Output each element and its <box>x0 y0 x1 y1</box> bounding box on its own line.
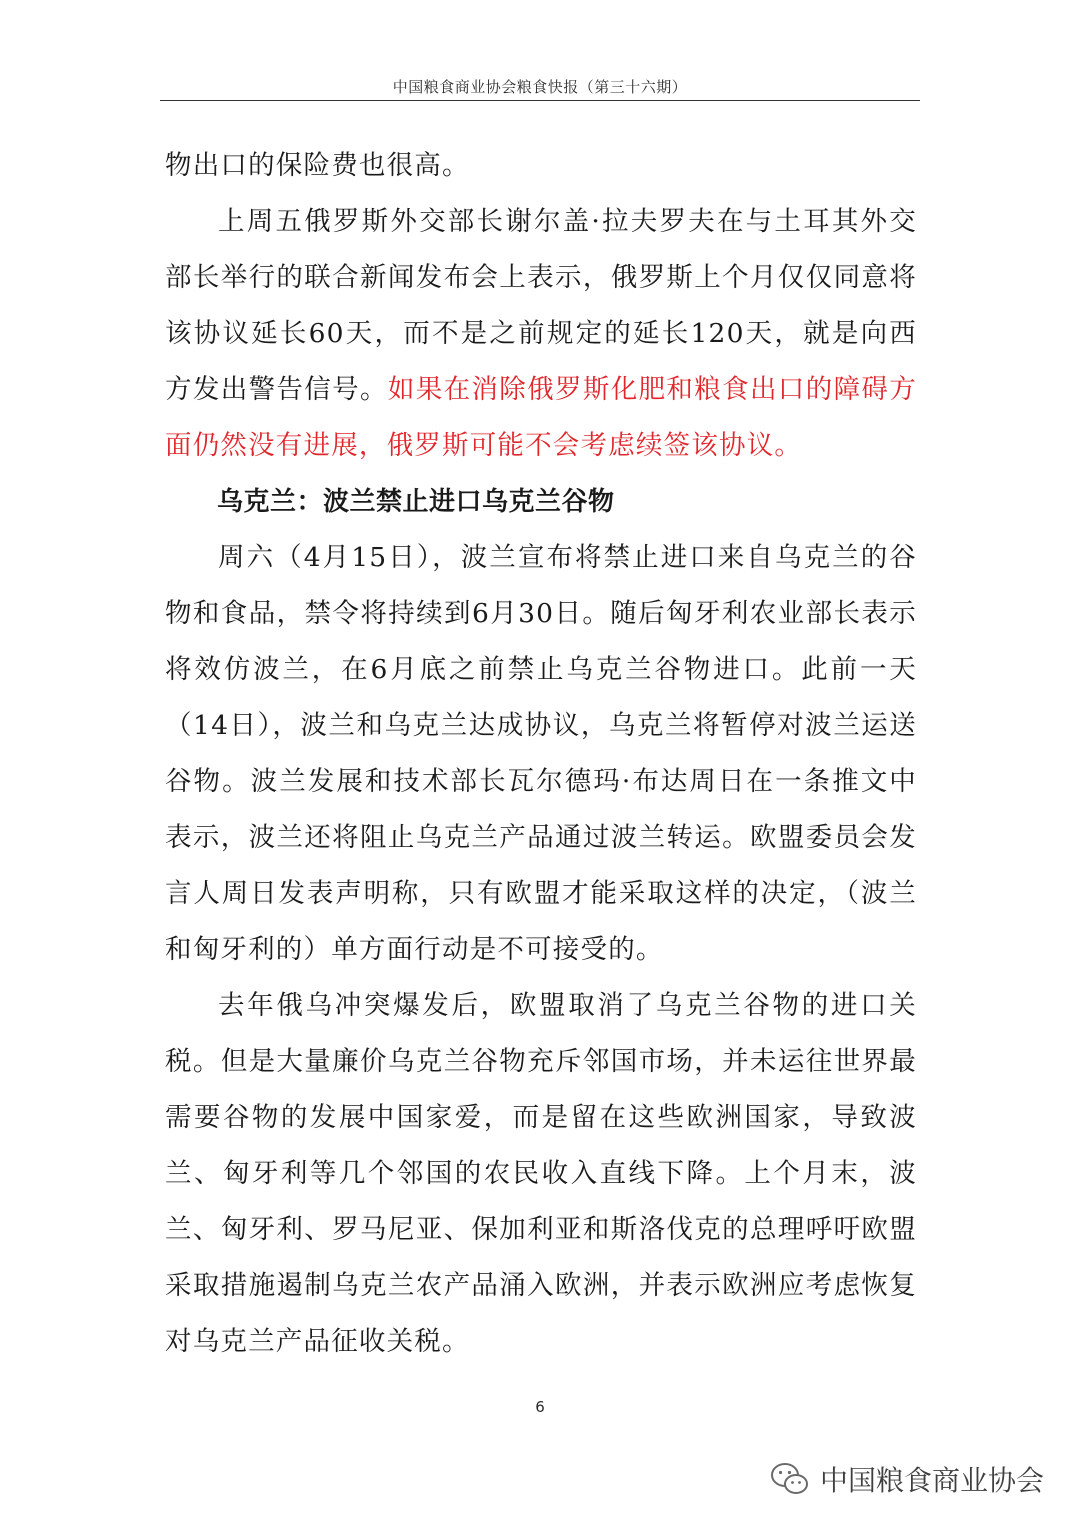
header-divider <box>160 100 920 101</box>
page-number: 6 <box>535 1398 545 1416</box>
highlighted-warning-text: 如果在消除俄罗斯化肥和粮食出口的障碍方面仍然没有进展，俄罗斯可能不会考虑续签该协议。 <box>165 374 917 461</box>
running-header: 中国粮食商业协会粮食快报（第三十六期） <box>392 78 688 96</box>
section-heading: 乌克兰：波兰禁止进口乌克兰谷物 <box>217 487 615 517</box>
paragraph-poland-ban: 周六（4月15日），波兰宣布将禁止进口来自乌克兰的谷物和食品，禁令将持续到6月30日。随后匈牙利农业部长表示将效仿波兰，在6月底之前禁止乌克兰谷物进口。此前一天（14日），波兰和乌克兰达成协议，乌克兰将暂停对波兰运送谷物。波兰发展和技术部长瓦尔德玛·布达周日在一条推文中表示，波兰还将阻止乌克兰产品通过波兰转运。欧盟委员会发言人周日发表声明称，只有欧盟才能采取这样的决定，（波兰和匈牙利的）单方面行动是不可接受的。 <box>165 542 917 965</box>
watermark-text: 中国粮食商业协会 <box>819 1464 1044 1497</box>
document-body <box>165 138 917 1370</box>
wechat-icon <box>770 1461 810 1497</box>
paragraph-eu-tariffs: 去年俄乌冲突爆发后，欧盟取消了乌克兰谷物的进口关税。但是大量廉价乌克兰谷物充斥邻国市场，并未运往世界最需要谷物的发展中国家爱，而是留在这些欧洲国家，导致波兰、匈牙利等几个邻国的农民收入直线下降。上个月末，波兰、匈牙利、罗马尼亚、保加利亚和斯洛伐克的总理呼吁欧盟采取措施遏制乌克兰农产品涌入欧洲，并表示欧洲应考虑恢复对乌克兰产品征收关税。 <box>165 990 917 1357</box>
watermark <box>770 1457 1044 1501</box>
paragraph-lavrov <box>165 194 917 474</box>
paragraph-continuation: 物出口的保险费也很高。 <box>165 150 470 181</box>
paragraph-lavrov-text: 上周五俄罗斯外交部长谢尔盖·拉夫罗夫在与土耳其外交部长举行的联合新闻发布会上表示，俄罗斯上个月仅仅同意将该协议延长60天，而不是之前规定的延长120天，就是向西方发出警告信号。 <box>165 206 917 405</box>
